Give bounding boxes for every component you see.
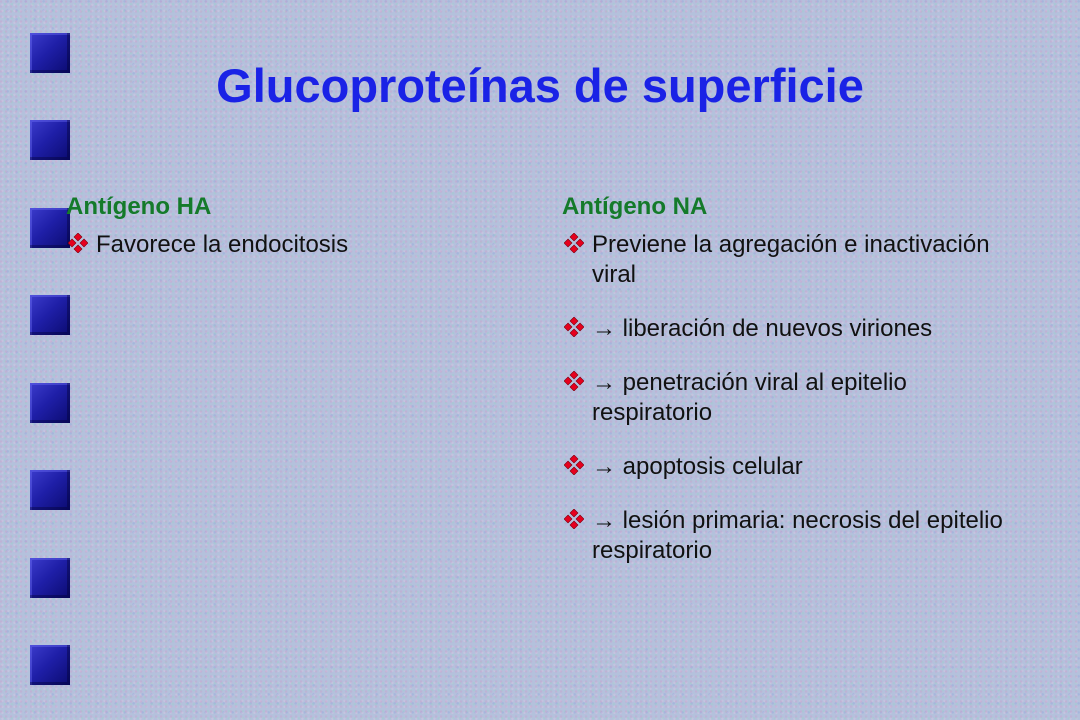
bullet-item-text: Favorece la endocitosis (96, 231, 349, 258)
bullet-list-na (562, 230, 1032, 566)
bullet-item (562, 506, 1032, 566)
bullet-item-text: → apoptosis celular (592, 453, 803, 480)
column-antigen-na (562, 190, 1032, 590)
blue-square-icon (30, 383, 70, 423)
blue-square-icon (30, 295, 70, 335)
column-antigen-ha (66, 190, 486, 284)
blue-square-icon (30, 120, 70, 160)
column-heading-ha: Antígeno HA (66, 193, 212, 220)
four-diamond-bullet-icon (564, 233, 584, 253)
bullet-item (562, 314, 1032, 344)
four-diamond-bullet-icon (564, 317, 584, 337)
bullet-item-text: → liberación de nuevos viriones (592, 315, 933, 342)
bullet-item-text: → penetración viral al epitelio respiratorio (592, 369, 907, 426)
bullet-item (66, 230, 486, 260)
blue-square-icon (30, 558, 70, 598)
bullet-list-ha (66, 230, 486, 260)
four-diamond-bullet-icon (564, 455, 584, 475)
slide-title: Glucoproteínas de superficie (216, 59, 864, 112)
bullet-item (562, 452, 1032, 482)
bullet-item-text: → lesión primaria: necrosis del epitelio respiratorio (592, 507, 1003, 564)
bullet-item (562, 368, 1032, 428)
blue-square-icon (30, 645, 70, 685)
bullet-item-text: Previene la agregación e inactivación viral (592, 231, 990, 288)
blue-square-icon (30, 208, 70, 248)
bullet-item (562, 230, 1032, 290)
blue-square-icon (30, 470, 70, 510)
four-diamond-bullet-icon (564, 509, 584, 529)
column-heading-na: Antígeno NA (562, 193, 708, 220)
four-diamond-bullet-icon (68, 233, 88, 253)
four-diamond-bullet-icon (564, 371, 584, 391)
